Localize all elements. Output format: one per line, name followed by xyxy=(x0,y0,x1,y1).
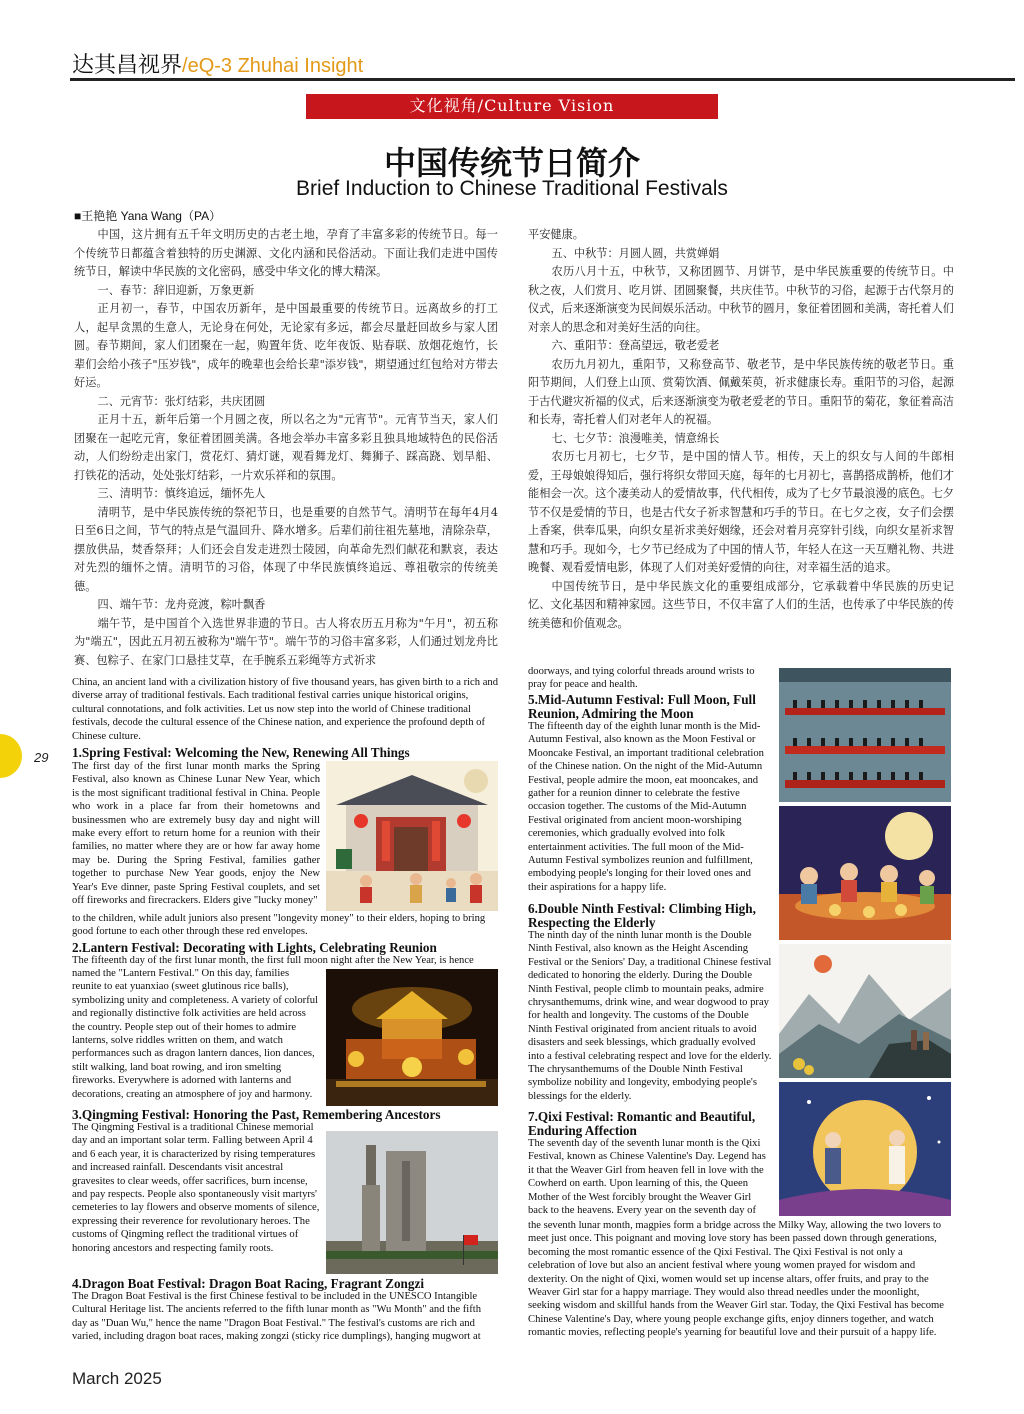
cn-column-right xyxy=(528,226,954,650)
cn-heading-lantern: 二、元宵节：张灯结彩，共庆团圆 xyxy=(97,394,266,408)
cn-heading-qingming: 三、清明节：慎终追远，缅怀先人 xyxy=(97,487,266,500)
cn-paragraph-lantern: 正月十五，新年后第一个月圆之夜，所以名之为"元宵节"。元宵节当天，家人们团聚在一起吃元宵，象征着团圆美满。各地会举办丰富多彩且独具地域特色的民俗活动，人们纷纷走出家门，赏花灯、猜灯谜，观看舞龙灯、舞狮子、踩高跷、划旱船、打铁花的活动，处处张灯结彩，一片欢乐祥和的氛围。 xyxy=(74,413,498,482)
en-paragraph-lantern-a: The fifteenth day of the first lunar month, the first full moon night after the New Year, is hence xyxy=(72,955,474,966)
en-intro: China, an ancient land with a civilization history of five thousand years, has given birth to a rich and diverse array of traditional festivals. Each traditional festival carries unique historical origins, cultural connotations, and folk activities. Let us now step into the world of Chinese traditional festivals, decode the cultural essence of the Chinese nation, and experience the profound depth of Chinese culture. xyxy=(72,677,498,742)
cn-column-left xyxy=(74,226,498,666)
cn-heading-dragonboat: 四、端午节：龙舟竞渡，粽叶飘香 xyxy=(97,598,266,611)
en-paragraph-spring xyxy=(72,760,320,910)
spring-festival-image xyxy=(326,761,498,911)
cn-heading-midautumn: 五、中秋节：月圆人圆，共赏婵娟 xyxy=(551,246,720,260)
byline: ■王艳艳 Yana Wang（PA） xyxy=(74,209,222,223)
cn-continuation: 平安健康。 xyxy=(528,228,584,241)
mid-autumn-image xyxy=(779,806,951,940)
cn-intro: 中国，这片拥有五千年文明历史的古老土地，孕育了丰富多彩的传统节日。每一个传统节日都蕴含着独特的历史渊源、文化内涵和民俗活动。下面让我们走进中国传统节日，解读中华民族的文化密码，感受中华文化的博大精深。 xyxy=(74,228,498,278)
en-heading-qixi: 7.Qixi Festival: Romantic and Beautiful, Enduring Affection xyxy=(528,1109,756,1138)
cn-heading-qixi: 七、七夕节：浪漫唯美，情意绵长 xyxy=(551,431,720,445)
section-banner: 文化视角/Culture Vision xyxy=(306,94,718,118)
double-ninth-image xyxy=(779,944,951,1078)
magazine-title xyxy=(72,48,363,79)
magazine-title-cn: 达其昌视界 xyxy=(72,53,183,78)
issue-date: March 2025 xyxy=(72,1369,162,1388)
header-rule xyxy=(70,78,1015,81)
cn-paragraph-midautumn: 农历八月十五，中秋节，又称团圆节、月饼节，是中华民族重要的传统节日。中秋之夜，人们赏月、吃月饼、团圆聚餐，共庆佳节。中秋节的习俗，起源于古代祭月的仪式，后来逐渐演变为民间娱乐活动。中秋节的圆月，象征着团圆和美满，寄托着人们对亲人的思念和对美好生活的向往。 xyxy=(528,265,954,334)
cn-paragraph-spring: 正月初一，春节，中国农历新年，是中国最重要的传统节日。远离故乡的打工人，起早贪黑的生意人，无论身在何处，无论家有多远，都会尽量赶回故乡与家人团圆。春节期间，家人们团聚在一起，购置年货、吃年夜饭、贴春联、放烟花炮竹，长辈们会给小孩子"压岁钱"，成年的晚辈也会给长辈"添岁钱"，期望通过红包给对方带去好运。 xyxy=(74,302,498,389)
en-paragraph-doubleninth: The ninth day of the ninth lunar month is the Double Ninth Festival, also known as the Height Ascending Festival or the Seniors' Day, a traditional Chinese festival dedicated to honoring the elderly. During the Double Ninth Festival, people climb to mountain peaks, admire chrysanthemums, drink wine, and wear dogwood to pray for health and longevity. The customs of the Double Ninth Festival originated from ancient rituals to avoid disasters and seek blessings, which gradually evolved into a festival celebrating respect and love for the elderly. The chrysanthemums of the Double Ninth Festival symbolize nobility and longevity, embodying people's blessings for the elderly. xyxy=(528,930,772,1102)
cn-heading-spring: 一、春节：辞旧迎新，万象更新 xyxy=(97,283,255,297)
dragon-boat-image xyxy=(779,668,951,802)
en-paragraph-lantern-b: named the "Lantern Festival." On this day, families reunite to eat yuanxiao (sweet glutinous rice balls), symbolizing unity and completeness. A variety of colorful and regionally distinctive folk activities are held across the country. People step out of their homes to admire lanterns, solve riddles written on them, and watch performances such as dragon lantern dances, lion dances, stilt walking, land boat rowing, and iron smelting fireworks. Everywhere is adorned with lanterns and decorations, creating an atmosphere of joy and harmony. xyxy=(72,968,318,1100)
lantern-festival-image xyxy=(326,969,498,1106)
en-heading-dragonboat: 4.Dragon Boat Festival: Dragon Boat Racing, Fragrant Zongzi xyxy=(72,1276,425,1291)
cn-paragraph-dragonboat: 端午节，是中国首个入选世界非遗的节日。古人将农历五月称为"午月"，初五称为"端五"，因此五月初五被称为"端午节"。端午节的习俗丰富多彩，人们通过划龙舟比赛、包粽子、在家门口悬挂艾草，在手腕系五彩绳等方式祈求 xyxy=(74,616,498,666)
en-paragraph-midautumn: The fifteenth day of the eighth lunar month is the Mid-Autumn Festival, also known as the Moon Festival or Mooncake Festival, an important traditional celebration of the Chinese nation. On the night of the Mid-Autumn Festival, people admire the moon, eat mooncakes, and gather for a reunion dinner to celebrate the festive occasion together. The customs of the Mid-Autumn Festival originated from ancient moon-worshiping ceremonies, which gradually evolved into folk entertainment activities. The full moon of the Mid-Autumn Festival symbolizes reunion and fulfillment, embodying people's longing for their loved ones and their aspirations for a happy life. xyxy=(528,721,764,893)
en-paragraph-dragonboat: The Dragon Boat Festival is the first Chinese festival to be included in the UNESCO Intangible Cultural Heritage list. The ancients referred to the fifth lunar month as "Wu Month" and the fifth day as "Duan Wu," hence the name "Dragon Boat Festival." The festival's customs are rich and varied, including dragon boat races, making zongzi (sticky rice dumplings), hanging mugwort at xyxy=(72,1291,482,1343)
en-heading-qingming: 3.Qingming Festival: Honoring the Past, Remembering Ancestors xyxy=(72,1107,441,1122)
article-title-en: Brief Induction to Chinese Traditional Festivals xyxy=(296,177,728,200)
en-paragraph-spring-a: The first day of the first lunar month marks the Spring Festival, also known as Chinese Lunar New Year, which is the most significant traditional festival in China. People who work in a place far from their hometowns and businessmen who are extremely busy day and night will make every effort to return home for a reunion with their families, no matter where they are or how far away home may be. During the Spring Festival, families gather together to purchase New Year goods, enjoy the New Year's Eve dinner, paste Spring Festival couplets, and set off fireworks and firecrackers. Elders give "lucky money" xyxy=(72,761,320,907)
qingming-monument-image xyxy=(326,1131,498,1274)
cn-paragraph-qingming: 清明节，是中华民族传统的祭祀节日，也是重要的自然节气。清明节在每年4月4日至6日之间，节气的特点是气温回升、降水增多。后辈们前往祖先墓地，清除杂草，摆放供品，焚香祭拜；人们还会自发走进烈士陵园，向革命先烈们献花和默哀，表达对先烈的缅怀之情。清明节的习俗，体现了中华民族慎终追远、尊祖敬宗的传统美德。 xyxy=(74,505,498,593)
page-number: 29 xyxy=(34,750,49,765)
magazine-title-en: /eQ-3 Zhuhai Insight xyxy=(182,55,364,77)
cn-conclusion: 中国传统节日，是中华民族文化的重要组成部分，它承载着中华民族的历史记忆、文化基因和精神家园。这些节日，不仅丰富了人们的生活，也传承了中华民族的传统美德和价值观念。 xyxy=(528,579,954,630)
en-paragraph-dragonboat-b: doorways, and tying colorful threads around wrists to pray for peace and health. xyxy=(528,666,755,691)
en-heading-midautumn: 5.Mid-Autumn Festival: Full Moon, Full Reunion, Admiring the Moon xyxy=(528,692,756,721)
en-heading-spring: 1.Spring Festival: Welcoming the New, Renewing All Things xyxy=(72,745,410,760)
cn-paragraph-doubleninth: 农历九月初九，重阳节，又称登高节、敬老节，是中华民族传统的敬老节日。重阳节期间，人们登上山顶、赏菊饮酒、佩戴茱萸，祈求健康长寿。重阳节的习俗，起源于古代避灾祈福的仪式，后来逐渐演变为敬老爱老的节日。重阳节的菊花，象征着高洁和长寿，寄托着人们对老年人的祝福。 xyxy=(528,357,954,426)
en-paragraph-spring-b: to the children, while adult juniors also present "longevity money" to their elders, hoping to bring good fortune to each other through these red envelopes. xyxy=(72,913,486,938)
article-title-cn: 中国传统节日简介 xyxy=(383,144,640,182)
en-heading-doubleninth: 6.Double Ninth Festival: Climbing High, Respecting the Elderly xyxy=(528,901,756,930)
cn-paragraph-qixi: 农历七月初七，七夕节，是中国的情人节。相传，天上的织女与人间的牛郎相爱，王母娘娘得知后，强行将织女带回天庭，每年的七月初七，喜鹊搭成鹊桥，他们才能相会一次。这个凄美动人的爱情故事，代代相传，成为了七夕节最浪漫的底色。七夕节不仅是爱情的节日，也是古代女子祈求智慧和巧手的节日。在七夕之夜，女子们会摆上香案，供奉瓜果，向织女星祈求美好姻缘，还会对着月亮穿针引线，向织女星祈求智慧和巧手。现如今，七夕节已经成为了中国的情人节，年轻人在这一天互赠礼物、共进晚餐、观看爱情电影，体现了人们对美好爱情的向往，对幸福生活的追求。 xyxy=(528,450,954,574)
en-paragraph-qingming: The Qingming Festival is a traditional Chinese memorial day and an important solar term. Falling between April 4 and 6 each year, it is characterized by rising temperatures and increased rainfall. Descendants visit ancestral gravesites to clear weeds, offer sacrifices, burn incense, and pay respects. People also spontaneously visit martyrs' cemeteries to lay flowers and observe moments of silence, expressing their reverence for revolutionary heroes. The customs of Qingming reflect the traditional virtues of honoring ancestors and respecting family roots. xyxy=(72,1122,320,1254)
qixi-image xyxy=(779,1082,951,1216)
en-paragraph-qixi-a: The seventh day of the seventh lunar month is the Qixi Festival, known as Chinese Valentine's Day. Legend has it that the Weaver Girl from heaven fell in love with the Cowherd on earth. Upon learning of this, the Queen Mother of the West forcibly brought the Weaver Girl back to the heavens. Every year on the seventh day of xyxy=(528,1138,766,1217)
cn-heading-doubleninth: 六、重阳节：登高望远，敬老爱老 xyxy=(551,339,720,352)
en-paragraph-qixi-b: the seventh lunar month, magpies form a bridge across the Milky Way, allowing the two lovers to meet just once. This poignant and moving love story has been passed down through generations, becoming the most romantic essence of the Qixi Festival. The Qixi Festival is not only a celebration of love but also an ancient festival where young women prayed for wisdom and dexterity. On the night of Qixi, women would set up incense altars, offer fruits, and pray to the Weaver Girl star for a happy marriage. They would also thread needles under the moonlight, seeking wisdom and skillful hands from the Weaver Girl star. Today, the Qixi Festival has become Chinese Valentine's Day, where young people exchange gifts, enjoy dinners together, and watch romantic movies, reflecting people's yearning for beautiful love and their pursuit of a happy life. xyxy=(528,1220,944,1339)
page-tab xyxy=(0,734,22,778)
banner-rule xyxy=(306,118,718,119)
en-heading-lantern: 2.Lantern Festival: Decorating with Lights, Celebrating Reunion xyxy=(72,940,437,955)
